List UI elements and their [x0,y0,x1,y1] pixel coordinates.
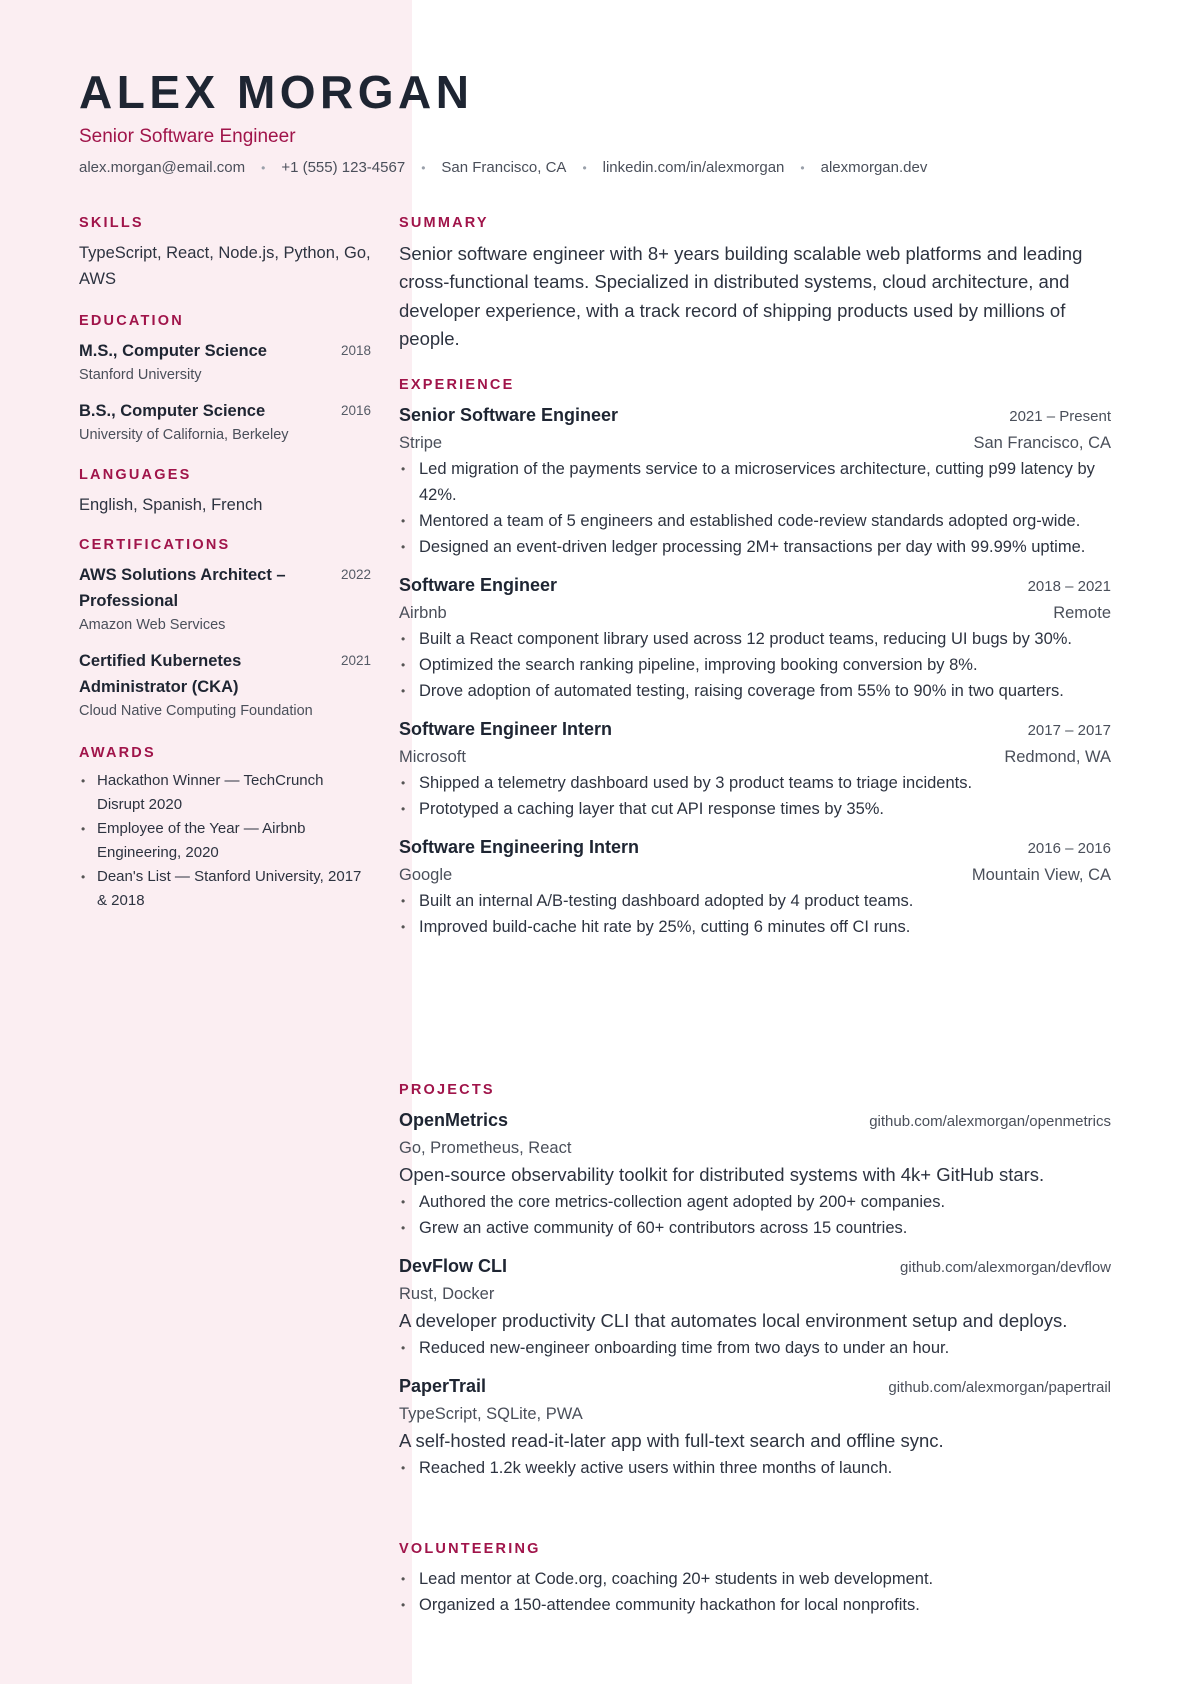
job-bullet: • Prototyped a caching layer that cut API response times by 35%. [399,796,1111,822]
job-location: Remote [1053,603,1111,622]
contact-separator: • [421,160,426,175]
contact-linkedin[interactable]: linkedin.com/in/alexmorgan [602,159,785,176]
project-tech: Rust, Docker [399,1284,495,1303]
experience-section [399,378,1111,940]
languages-heading: LANGUAGES [79,467,192,483]
project-description: A self-hosted read-it-later app with full-text search and offline sync. [399,1429,944,1451]
contact-email[interactable]: alex.morgan@email.com [79,159,246,176]
contact-separator: • [582,160,587,175]
certification-issuer: Amazon Web Services [79,616,226,633]
job-bullet: • Built a React component library used across 12 product teams, reducing UI bugs by 30%. [399,626,1111,652]
job-bullet: • Designed an event-driven ledger processing 2M+ transactions per day with 99.99% uptime. [399,534,1111,560]
certification-entry [79,562,371,636]
summary-heading: SUMMARY [399,215,489,231]
project-link[interactable]: github.com/alexmorgan/papertrail [888,1378,1111,1396]
job-location: Mountain View, CA [971,865,1111,884]
awards-section [79,746,371,913]
job-title: Software Engineer Intern [399,718,613,739]
project-bullets [399,1335,1111,1361]
job-company: Stripe [399,433,443,452]
job-entry [399,716,1111,822]
projects-heading: PROJECTS [399,1082,495,1098]
job-location: San Francisco, CA [973,433,1111,452]
project-bullet: • Reached 1.2k weekly active users within three months of launch. [399,1455,1111,1481]
certification-year: 2022 [340,566,371,582]
contact-phone[interactable]: +1 (555) 123-4567 [281,159,406,176]
education-entry [79,338,371,386]
projects-section [399,1083,1111,1481]
job-dates: 2016 – 2016 [1027,839,1111,857]
project-description: Open-source observability toolkit for distributed systems with 4k+ GitHub stars. [399,1163,1045,1185]
summary-text: Senior software engineer with 8+ years building scalable web platforms and leading cross-functional teams. Specialized in distributed systems, cloud architecture, and developer experience, with a track record of shipping products used by millions of people. [399,242,1083,349]
project-bullets [399,1455,1111,1481]
candidate-role: Senior Software Engineer [79,126,296,147]
job-company: Google [399,865,453,884]
education-year: 2016 [340,402,371,418]
job-bullet: • Led migration of the payments service to a microservices architecture, cutting p99 latency by 42%. [399,456,1111,508]
job-entry [399,402,1111,560]
job-company: Airbnb [399,603,447,622]
job-bullets [399,770,1111,822]
project-entry [399,1253,1111,1361]
experience-heading: EXPERIENCE [399,377,515,393]
project-link[interactable]: github.com/alexmorgan/devflow [900,1258,1111,1276]
volunteering-section [399,1542,1111,1618]
skills-heading: SKILLS [79,215,144,231]
volunteering-item: • Organized a 150-attendee community hackathon for local nonprofits. [399,1592,1111,1618]
education-heading: EDUCATION [79,313,184,329]
project-name: OpenMetrics [399,1109,509,1130]
education-entry [79,398,371,446]
job-title: Software Engineering Intern [399,836,640,857]
contact-location: San Francisco, CA [441,159,567,176]
job-dates: 2018 – 2021 [1027,577,1111,595]
job-bullet: • Mentored a team of 5 engineers and established code-review standards adopted org-wide. [399,508,1111,534]
certification-title: AWS Solutions Architect – Professional [79,565,286,610]
job-entry [399,572,1111,704]
job-bullets [399,456,1111,560]
job-location: Redmond, WA [1004,747,1111,766]
job-dates: 2017 – 2017 [1027,721,1111,739]
certification-entry [79,648,371,722]
certification-year: 2021 [340,652,371,668]
job-dates: 2021 – Present [1009,407,1111,425]
skills-text: TypeScript, React, Node.js, Python, Go, AWS [79,243,371,288]
education-degree: B.S., Computer Science [79,401,266,420]
project-bullet: • Reduced new-engineer onboarding time from two days to under an hour. [399,1335,1111,1361]
education-section [79,314,371,446]
languages-text: English, Spanish, French [79,495,263,514]
awards-list [79,769,371,913]
skills-section [79,216,371,292]
education-school: University of California, Berkeley [79,426,289,443]
project-entry [399,1107,1111,1241]
project-entry [399,1373,1111,1481]
job-bullet: • Shipped a telemetry dashboard used by 3 product teams to triage incidents. [399,770,1111,796]
project-name: PaperTrail [399,1375,487,1396]
project-tech: TypeScript, SQLite, PWA [399,1404,583,1423]
job-title: Senior Software Engineer [399,404,619,425]
certification-title: Certified Kubernetes Administrator (CKA) [79,651,242,696]
summary-section [399,216,1111,354]
job-bullet: • Optimized the search ranking pipeline, improving booking conversion by 8%. [399,652,1111,678]
education-year: 2018 [340,342,371,358]
project-description: A developer productivity CLI that automates local environment setup and deploys. [399,1309,1068,1331]
project-bullets [399,1189,1111,1241]
awards-heading: AWARDS [79,745,156,761]
award-item: • Dean's List — Stanford University, 2017 & 2018 [79,865,371,913]
job-bullets [399,626,1111,704]
project-tech: Go, Prometheus, React [399,1138,572,1157]
certifications-section [79,538,371,722]
job-entry [399,834,1111,940]
volunteering-heading: VOLUNTEERING [399,1541,541,1557]
contact-separator: • [800,160,805,175]
job-bullets [399,888,1111,940]
job-title: Software Engineer [399,574,558,595]
certifications-heading: CERTIFICATIONS [79,537,231,553]
languages-section [79,468,371,518]
education-degree: M.S., Computer Science [79,341,267,360]
candidate-name: ALEX MORGAN [79,66,474,118]
job-bullet: • Improved build-cache hit rate by 25%, cutting 6 minutes off CI runs. [399,914,1111,940]
volunteering-item: • Lead mentor at Code.org, coaching 20+ students in web development. [399,1566,1111,1592]
education-school: Stanford University [79,366,202,383]
contact-website[interactable]: alexmorgan.dev [820,159,928,176]
award-item: • Hackathon Winner — TechCrunch Disrupt 2020 [79,769,371,817]
volunteering-list [399,1566,1111,1618]
project-link[interactable]: github.com/alexmorgan/openmetrics [869,1112,1111,1130]
award-item: • Employee of the Year — Airbnb Engineering, 2020 [79,817,371,865]
job-bullet: • Built an internal A/B-testing dashboard adopted by 4 product teams. [399,888,1111,914]
contact-separator: • [261,160,266,175]
contact-line [79,159,927,176]
project-bullet: • Grew an active community of 60+ contributors across 15 countries. [399,1215,1111,1241]
job-bullet: • Drove adoption of automated testing, raising coverage from 55% to 90% in two quarters. [399,678,1111,704]
certification-issuer: Cloud Native Computing Foundation [79,702,313,719]
project-bullet: • Authored the core metrics-collection agent adopted by 200+ companies. [399,1189,1111,1215]
job-company: Microsoft [399,747,466,766]
project-name: DevFlow CLI [399,1255,508,1276]
